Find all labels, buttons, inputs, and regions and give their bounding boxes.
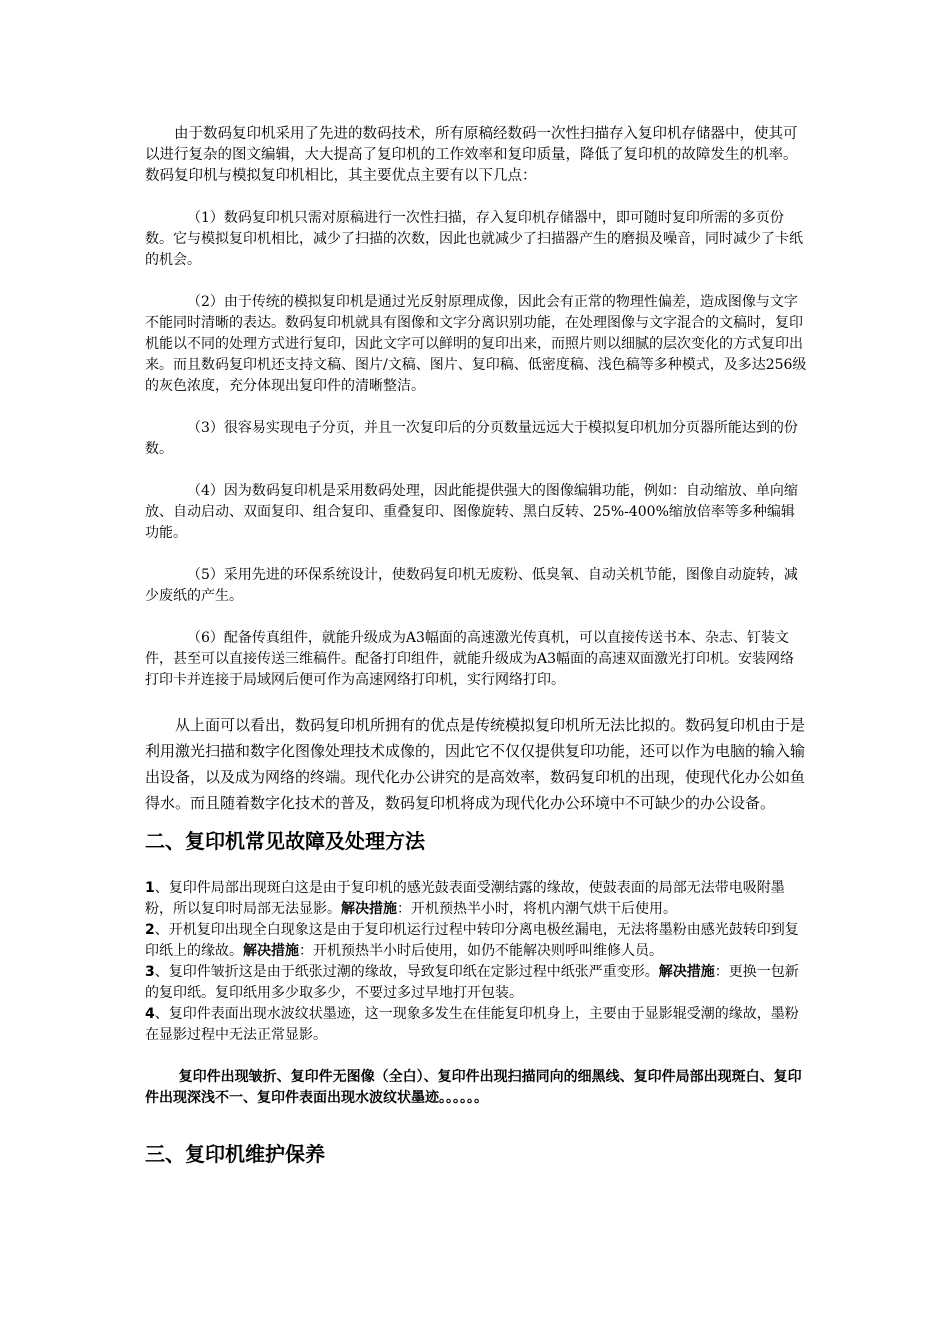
advantage-point-4: （4）因为数码复印机是采用数码处理，因此能提供强大的图像编辑功能，例如：自动缩放、单向缩放、自动启动、双面复印、组合复印、重叠复印、图像旋转、黑白反转、25%-400%缩放倍率等多种编辑功能。 <box>145 483 798 541</box>
section-3-heading: 三、复印机维护保养 <box>145 1142 325 1166</box>
fault-summary-paragraph: 复印件出现皱折、复印件无图像（全白）、复印件出现扫描同向的细黑线、复印件局部出现斑白、复印件出现深浅不一、复印件表面出现水波纹状墨迹。。。。。。 <box>145 1069 802 1106</box>
fault-solution: ：开机预热半小时后使用，如仍不能解决则呼叫维修人员。 <box>299 943 663 959</box>
fault-description: 、开机复印出现全白现象这是由于复印机运行过程中转印分离电极丝漏电，无法将墨粉由感光鼓转印到复印纸上的缘故。 <box>145 922 799 959</box>
fault-number: 2 <box>145 922 155 938</box>
fault-solution: ：更换一包新的复印纸。复印纸用多少取多少，不要过多过早地打开包装。 <box>145 964 799 1001</box>
fault-number: 1 <box>145 880 155 896</box>
solution-label: 解决措施 <box>243 943 299 959</box>
fault-number: 4 <box>145 1006 155 1022</box>
fault-description: 、复印件局部出现斑白这是由于复印机的感光鼓表面受潮结露的缘故，使鼓表面的局部无法带电吸附墨粉，所以复印时局部无法显影。 <box>145 880 785 917</box>
fault-description: 、复印件表面出现水波纹状墨迹，这一现象多发生在佳能复印机身上，主要由于显影辊受潮的缘故，墨粉在显影过程中无法正常显影。 <box>145 1006 799 1043</box>
advantage-point-3: （3）很容易实现电子分页，并且一次复印后的分页数量远远大于模拟复印机加分页器所能达到的份数。 <box>145 420 798 457</box>
fault-solution: ：开机预热半小时，将机内潮气烘干后使用。 <box>397 901 677 917</box>
solution-label: 解决措施 <box>341 901 397 917</box>
summary-paragraph: 从上面可以看出，数码复印机所拥有的优点是传统模拟复印机所无法比拟的。数码复印机由于是利用激光扫描和数字化图像处理技术成像的，因此它不仅仅提供复印功能，还可以作为电脑的输入输出设备，以及成为网络的终端。现代化办公讲究的是高效率，数码复印机的出现，使现代化办公如鱼得水。而且随着数字化技术的普及，数码复印机将成为现代化办公环境中不可缺少的办公设备。 <box>145 716 806 812</box>
document-page <box>145 124 807 1169</box>
advantage-point-5: （5）采用先进的环保系统设计，使数码复印机无废粉、低臭氧、自动关机节能，图像自动旋转，减少废纸的产生。 <box>145 567 798 604</box>
fault-description: 、复印件皱折这是由于纸张过潮的缘故，导致复印纸在定影过程中纸张严重变形。 <box>154 964 659 980</box>
section-2-heading: 二、复印机常见故障及处理方法 <box>145 829 425 853</box>
advantage-point-2: （2）由于传统的模拟复印机是通过光反射原理成像，因此会有正常的物理性偏差，造成图像与文字不能同时清晰的表达。数码复印机就具有图像和文字分离识别功能，在处理图像与文字混合的文稿时，复印机能以不同的处理方式进行复印，因此文字可以鲜明的复印出来，而照片则以细腻的层次变化的方式复印出来。而且数码复印机还支持文稿、图片/文稿、图片、复印稿、低密度稿、浅色稿等多种模式，及多达256级的灰色浓度，充分体现出复印件的清晰整洁。 <box>145 294 807 394</box>
fault-item-3 <box>145 962 807 1004</box>
fault-item-1 <box>145 878 807 920</box>
fault-list <box>145 878 807 1046</box>
fault-item-2 <box>145 920 807 962</box>
solution-label: 解决措施 <box>658 964 715 980</box>
intro-paragraph: 由于数码复印机采用了先进的数码技术，所有原稿经数码一次性扫描存入复印机存储器中，使其可以进行复杂的图文编辑，大大提高了复印机的工作效率和复印质量，降低了复印机的故障发生的机率。数码复印机与模拟复印机相比，其主要优点主要有以下几点： <box>145 126 798 184</box>
advantage-point-6: （6）配备传真组件，就能升级成为A3幅面的高速激光传真机，可以直接传送书本、杂志、钉装文件，甚至可以直接传送三维稿件。配备打印组件，就能升级成为A3幅面的高速双面激光打印机。安装网络打印卡并连接于局域网后便可作为高速网络打印机，实行网络打印。 <box>145 630 795 688</box>
fault-number: 3 <box>145 964 155 980</box>
advantage-point-1: （1）数码复印机只需对原稿进行一次性扫描，存入复印机存储器中，即可随时复印所需的多页份数。它与模拟复印机相比，减少了扫描的次数，因此也就减少了扫描器产生的磨损及噪音，同时减少了卡纸的机会。 <box>145 210 803 268</box>
fault-item-4 <box>145 1004 807 1046</box>
